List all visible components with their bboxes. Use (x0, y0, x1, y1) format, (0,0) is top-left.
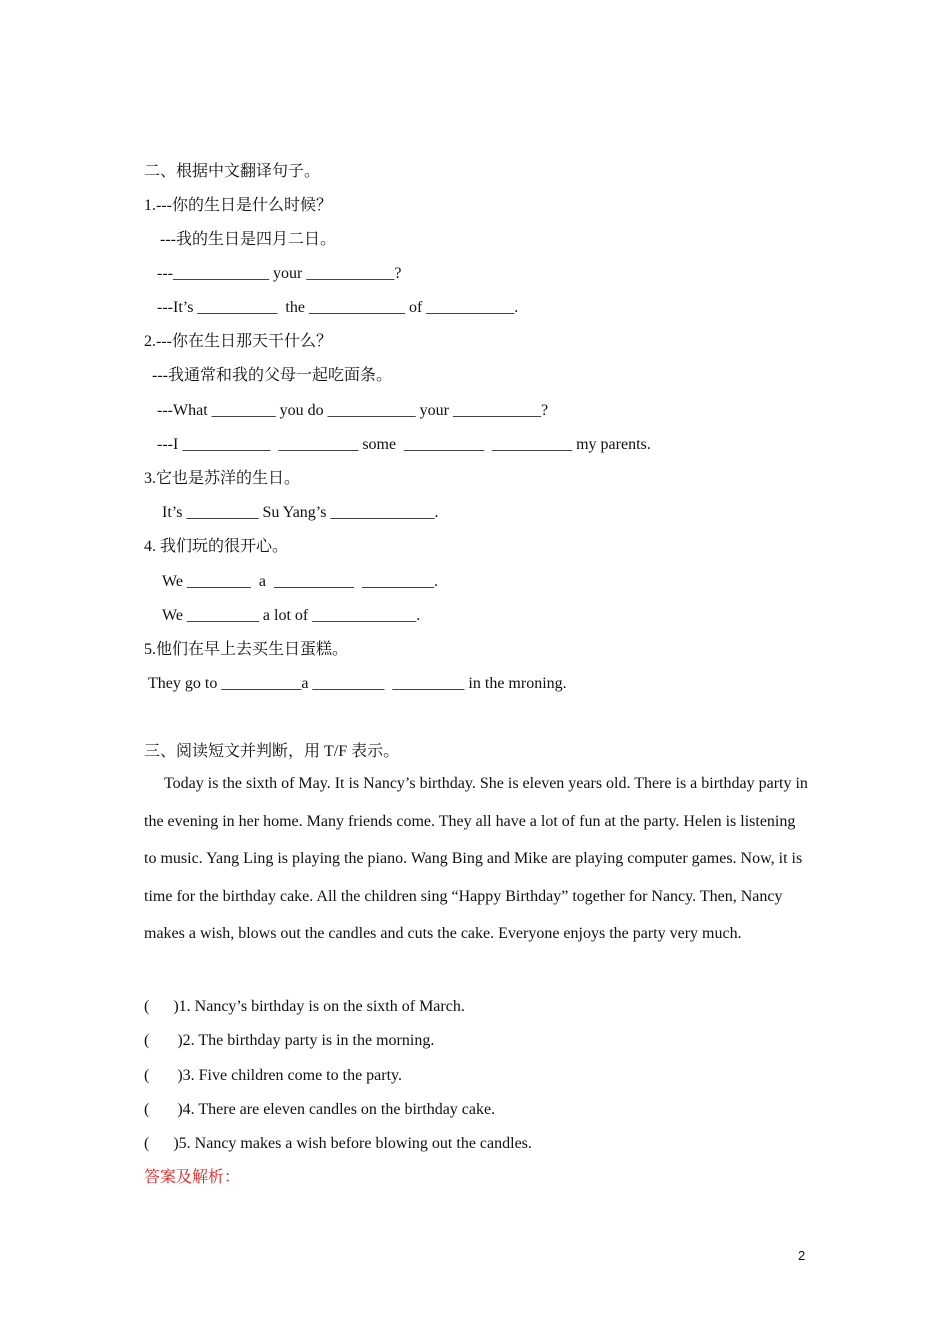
q4-chinese: 4. 我们玩的很开心。 (144, 538, 289, 555)
q1-english-question: ---____________ your ___________? (157, 265, 402, 282)
page-number: 2 (798, 1248, 806, 1263)
reading-passage: Today is the sixth of May. It is Nancy’s birthday. She is eleven years old. There is a birthday party in the evening in her home. Many friends come. They all have a lot of fun at the party. Helen is listening to music. Yang Ling is playing the piano. Wang Bing and Mike are playing computer games. Now, it is time for the birthday cake. All the children sing “Happy Birthday” together for Nancy. Then, Nancy makes a wish, blows out the candles and cuts the cake. Everyone enjoys the party very much. (144, 775, 808, 942)
q2-english-question: ---What ________ you do ___________ your ___________? (157, 402, 549, 419)
q2-chinese-answer: ---我通常和我的父母一起吃面条。 (152, 367, 392, 384)
q1-chinese-answer: ---我的生日是四月二日。 (160, 231, 336, 248)
section2-heading: 二、根据中文翻译句子。 (144, 163, 321, 180)
q3-chinese: 3.它也是苏洋的生日。 (144, 470, 301, 487)
statement-5: ( )5. Nancy makes a wish before blowing out the candles. (144, 1135, 532, 1152)
q4-english-2: We _________ a lot of _____________. (162, 607, 421, 624)
q1-english-answer: ---It’s __________ the ____________ of ___________. (157, 299, 519, 316)
q3-english: It’s _________ Su Yang’s _____________. (162, 504, 439, 521)
section3-heading: 三、阅读短文并判断，用 T/F 表示。 (144, 743, 400, 760)
q5-chinese: 5.他们在早上去买生日蛋糕。 (144, 641, 349, 658)
statement-4: ( )4. There are eleven candles on the birthday cake. (144, 1101, 496, 1118)
statement-3: ( )3. Five children come to the party. (144, 1067, 402, 1084)
q2-english-answer: ---I ___________ __________ some __________ __________ my parents. (157, 436, 651, 453)
statement-2: ( )2. The birthday party is in the morning. (144, 1032, 435, 1049)
q2-chinese-question: 2.---你在生日那天干什么？ (144, 333, 332, 350)
q1-chinese-question: 1.---你的生日是什么时候？ (144, 197, 332, 214)
q4-english-1: We ________ a __________ _________. (162, 573, 439, 590)
answers-heading: 答案及解析： (144, 1169, 241, 1186)
q5-english: They go to __________a _________ _________ in the mroning. (148, 675, 567, 692)
statement-1: ( )1. Nancy’s birthday is on the sixth of March. (144, 998, 465, 1015)
